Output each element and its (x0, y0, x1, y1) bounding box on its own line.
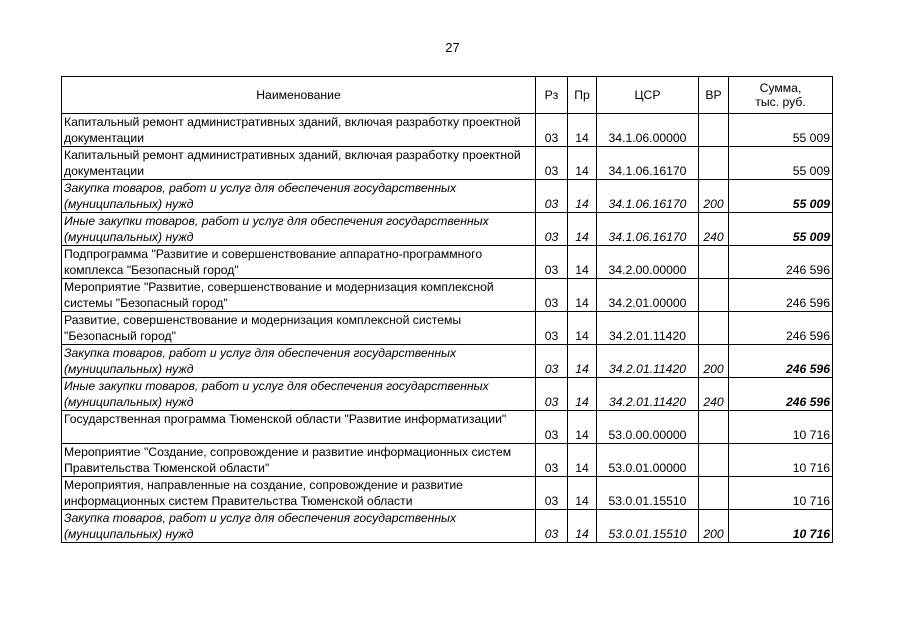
cell-vr: 200 (699, 345, 729, 378)
cell-vr (699, 477, 729, 510)
table-row (62, 411, 833, 444)
cell-pr: 14 (568, 312, 597, 345)
cell-rz: 03 (536, 477, 568, 510)
table-body (62, 114, 833, 543)
cell-sum: 10 716 (729, 411, 833, 444)
cell-rz: 03 (536, 345, 568, 378)
table-row (62, 477, 833, 510)
table-header-row (62, 77, 833, 114)
cell-rz: 03 (536, 312, 568, 345)
cell-vr (699, 147, 729, 180)
table-row (62, 312, 833, 345)
cell-csr: 53.0.01.15510 (597, 510, 699, 543)
cell-name: Капитальный ремонт административных зданий, включая разработку проектной документации (62, 114, 536, 147)
header-sum: Сумма, тыс. руб. (729, 77, 833, 114)
table-row (62, 444, 833, 477)
cell-csr: 53.0.01.15510 (597, 477, 699, 510)
cell-name: Иные закупки товаров, работ и услуг для обеспечения государственных (муниципальных) нужд (62, 213, 536, 246)
table-row (62, 213, 833, 246)
cell-name: Капитальный ремонт административных зданий, включая разработку проектной документации (62, 147, 536, 180)
cell-vr: 200 (699, 510, 729, 543)
page-number: 27 (445, 40, 460, 55)
header-name: Наименование (62, 77, 536, 114)
cell-name: Мероприятие "Создание, сопровождение и развитие информационных систем Правительства Тюменской области" (62, 444, 536, 477)
cell-name: Закупка товаров, работ и услуг для обеспечения государственных (муниципальных) нужд (62, 345, 536, 378)
table-row (62, 279, 833, 312)
table-row (62, 378, 833, 411)
table-row (62, 246, 833, 279)
table-row (62, 147, 833, 180)
cell-csr: 34.2.01.00000 (597, 279, 699, 312)
cell-csr: 53.0.01.00000 (597, 444, 699, 477)
cell-rz: 03 (536, 114, 568, 147)
cell-name: Закупка товаров, работ и услуг для обеспечения государственных (муниципальных) нужд (62, 510, 536, 543)
cell-sum: 246 596 (729, 279, 833, 312)
cell-rz: 03 (536, 213, 568, 246)
cell-pr: 14 (568, 510, 597, 543)
cell-pr: 14 (568, 378, 597, 411)
cell-csr: 53.0.00.00000 (597, 411, 699, 444)
cell-csr: 34.1.06.16170 (597, 147, 699, 180)
header-csr: ЦСР (597, 77, 699, 114)
cell-vr: 240 (699, 378, 729, 411)
cell-pr: 14 (568, 411, 597, 444)
cell-csr: 34.2.01.11420 (597, 378, 699, 411)
cell-name: Государственная программа Тюменской области "Развитие информатизации" (62, 411, 536, 444)
header-pr: Пр (568, 77, 597, 114)
cell-csr: 34.1.06.16170 (597, 180, 699, 213)
cell-name: Иные закупки товаров, работ и услуг для обеспечения государственных (муниципальных) нужд (62, 378, 536, 411)
cell-pr: 14 (568, 345, 597, 378)
cell-vr (699, 279, 729, 312)
cell-name: Закупка товаров, работ и услуг для обеспечения государственных (муниципальных) нужд (62, 180, 536, 213)
cell-vr: 240 (699, 213, 729, 246)
cell-sum: 10 716 (729, 444, 833, 477)
cell-rz: 03 (536, 246, 568, 279)
cell-csr: 34.2.01.11420 (597, 345, 699, 378)
budget-table (61, 76, 833, 543)
header-vr: ВР (699, 77, 729, 114)
cell-sum: 10 716 (729, 510, 833, 543)
cell-rz: 03 (536, 279, 568, 312)
cell-rz: 03 (536, 378, 568, 411)
cell-csr: 34.2.00.00000 (597, 246, 699, 279)
cell-pr: 14 (568, 477, 597, 510)
cell-pr: 14 (568, 180, 597, 213)
cell-sum: 55 009 (729, 147, 833, 180)
cell-rz: 03 (536, 180, 568, 213)
cell-pr: 14 (568, 213, 597, 246)
cell-sum: 246 596 (729, 246, 833, 279)
table-row (62, 510, 833, 543)
cell-rz: 03 (536, 510, 568, 543)
cell-vr (699, 246, 729, 279)
cell-vr: 200 (699, 180, 729, 213)
cell-pr: 14 (568, 147, 597, 180)
table-row (62, 180, 833, 213)
cell-rz: 03 (536, 411, 568, 444)
cell-rz: 03 (536, 444, 568, 477)
cell-csr: 34.1.06.00000 (597, 114, 699, 147)
cell-pr: 14 (568, 444, 597, 477)
cell-pr: 14 (568, 246, 597, 279)
table-row (62, 345, 833, 378)
cell-sum: 55 009 (729, 114, 833, 147)
cell-pr: 14 (568, 114, 597, 147)
cell-sum: 55 009 (729, 213, 833, 246)
cell-pr: 14 (568, 279, 597, 312)
cell-vr (699, 312, 729, 345)
cell-sum: 246 596 (729, 345, 833, 378)
cell-name: Подпрограмма "Развитие и совершенствование аппаратно-программного комплекса "Безопасный город" (62, 246, 536, 279)
cell-sum: 246 596 (729, 378, 833, 411)
cell-vr (699, 114, 729, 147)
cell-vr (699, 411, 729, 444)
cell-rz: 03 (536, 147, 568, 180)
cell-name: Мероприятие "Развитие, совершенствование и модернизация комплексной системы "Безопасный город" (62, 279, 536, 312)
cell-sum: 246 596 (729, 312, 833, 345)
cell-csr: 34.1.06.16170 (597, 213, 699, 246)
cell-name: Мероприятия, направленные на создание, сопровождение и развитие информационных систем Правительства Тюменской области (62, 477, 536, 510)
cell-sum: 10 716 (729, 477, 833, 510)
cell-sum: 55 009 (729, 180, 833, 213)
cell-name: Развитие, совершенствование и модернизация комплексной системы "Безопасный город" (62, 312, 536, 345)
header-rz: Рз (536, 77, 568, 114)
table-row (62, 114, 833, 147)
cell-csr: 34.2.01.11420 (597, 312, 699, 345)
cell-vr (699, 444, 729, 477)
